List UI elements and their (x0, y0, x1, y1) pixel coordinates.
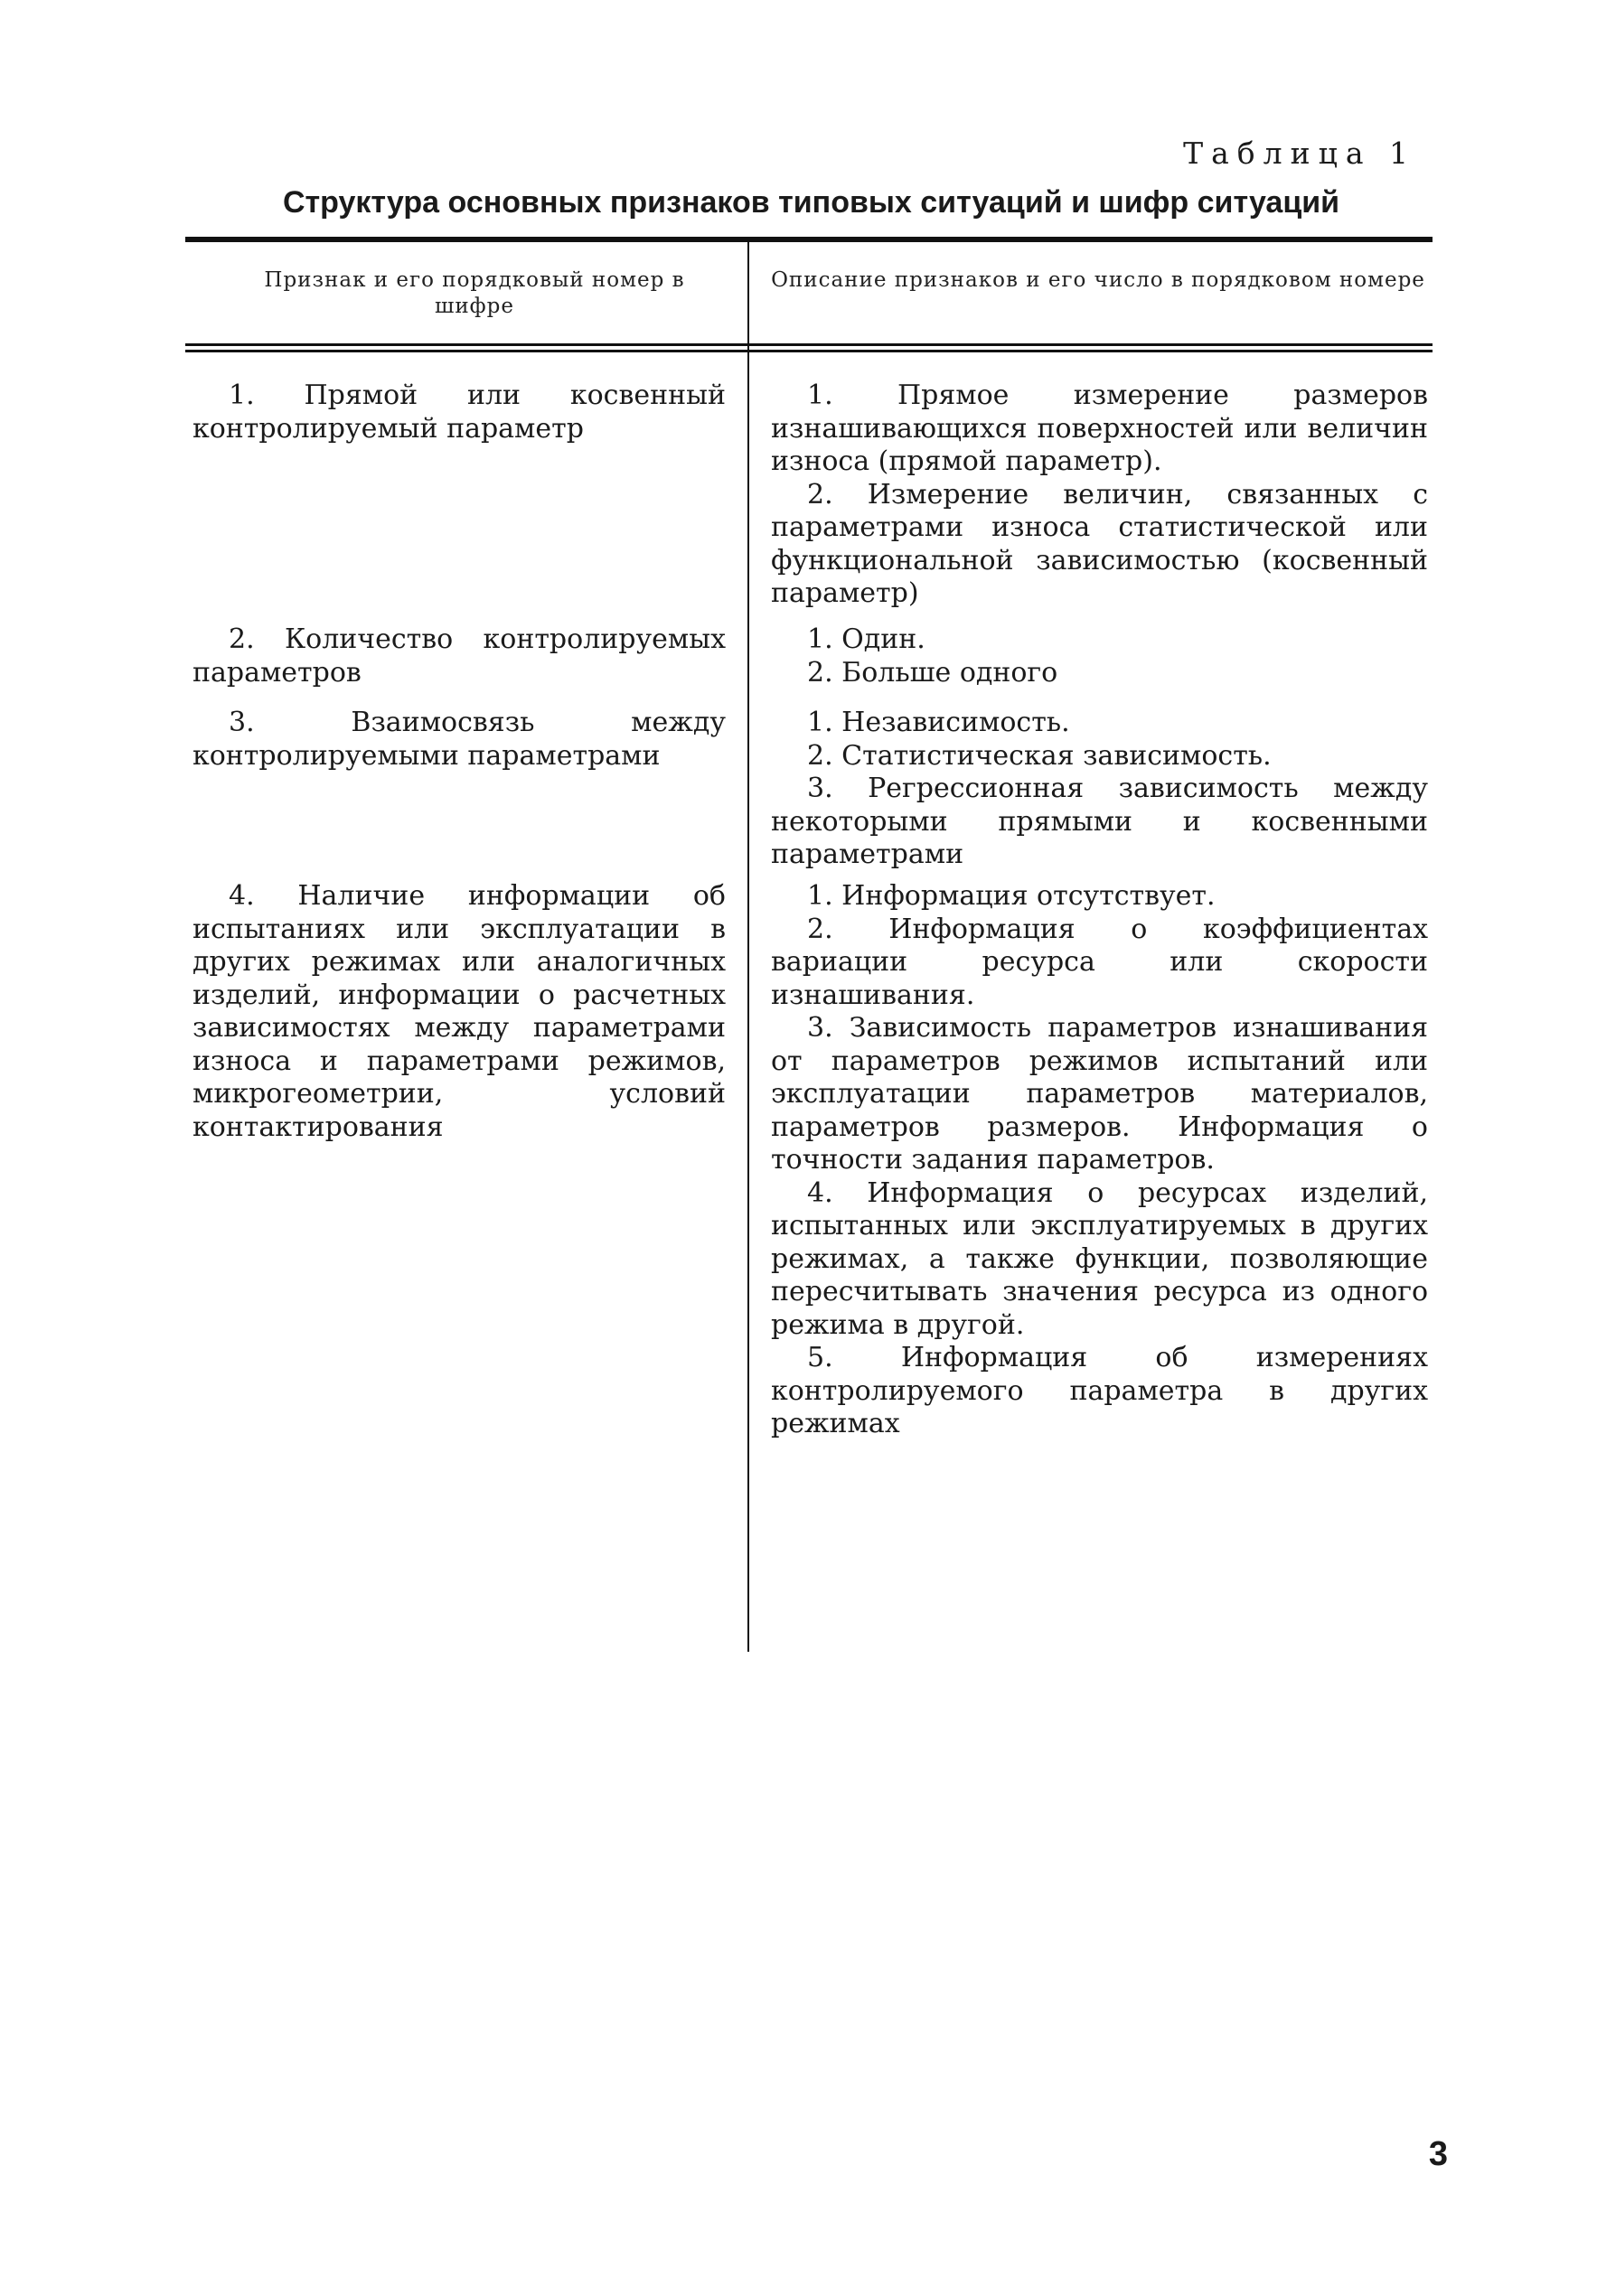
description-item: 1. Независимость. (807, 707, 1070, 738)
row-2-feature (193, 623, 726, 689)
description-item: 4. Информация о ресурсах изделий, испытанных или эксплуатируемых в других режимах, а также функции, позволяющие пересчитывать значения ресурса из одного режима в другой. (771, 1176, 1428, 1341)
column-divider (747, 242, 749, 1652)
feature-table (185, 237, 1433, 1439)
feature-text: 4. Наличие информации об испытаниях или эксплуатации в других режимах или аналогичных изделий, информации о расчетных зависимостях между параметрами износа и параметрами режимов, микрогеометрии, условий контактирования (193, 880, 726, 1143)
row-1-feature (193, 380, 726, 445)
header-left: Признак и его порядковый номер в шифре (264, 268, 685, 318)
table-label: Таблица 1 (1183, 136, 1416, 171)
description-item: 2. Измерение величин, связанных с параметрами износа статистической или функциональной зависимостью (косвенный параметр) (771, 478, 1428, 609)
page-number: 3 (1428, 2135, 1448, 2173)
table-header-row (185, 242, 1433, 343)
description-item: 5. Информация об измерениях контролируемого параметра в других режимах (771, 1342, 1428, 1439)
description-item: 1. Один. (807, 623, 925, 655)
row-1-descriptions (771, 380, 1428, 611)
row-3-descriptions (771, 707, 1428, 872)
description-item: 2. Статистическая зависимость. (807, 739, 1272, 772)
description-item: 2. Информация о коэффициентах вариации ресурса или скорости изнашивания. (771, 913, 1428, 1011)
row-2-descriptions (771, 623, 1428, 689)
description-item: 2. Больше одного (807, 656, 1058, 689)
header-right: Описание признаков и его число в порядковом номере (771, 268, 1425, 292)
header-double-rule (185, 343, 1433, 352)
row-4-descriptions (771, 880, 1428, 1441)
row-3-feature (193, 707, 726, 773)
feature-text: 3. Взаимосвязь между контролируемыми параметрами (193, 707, 726, 772)
description-item: 3. Регрессионная зависимость между некоторыми прямыми и косвенными параметрами (771, 773, 1428, 870)
row-4-feature (193, 880, 726, 1144)
description-item: 1. Информация отсутствует. (807, 880, 1216, 912)
description-item: 1. Прямое измерение размеров изнашивающихся поверхностей или величин износа (прямой параметр). (771, 380, 1428, 477)
table-title: Структура основных признаков типовых ситуаций и шифр ситуаций (282, 185, 1340, 220)
feature-text: 1. Прямой или косвенный контролируемый параметр (193, 380, 726, 445)
feature-text: 2. Количество контролируемых параметров (193, 623, 726, 689)
description-item: 3. Зависимость параметров изнашивания от параметров режимов испытаний или эксплуатации параметров материалов, параметров размеров. Информация о точности задания параметров. (771, 1012, 1428, 1176)
